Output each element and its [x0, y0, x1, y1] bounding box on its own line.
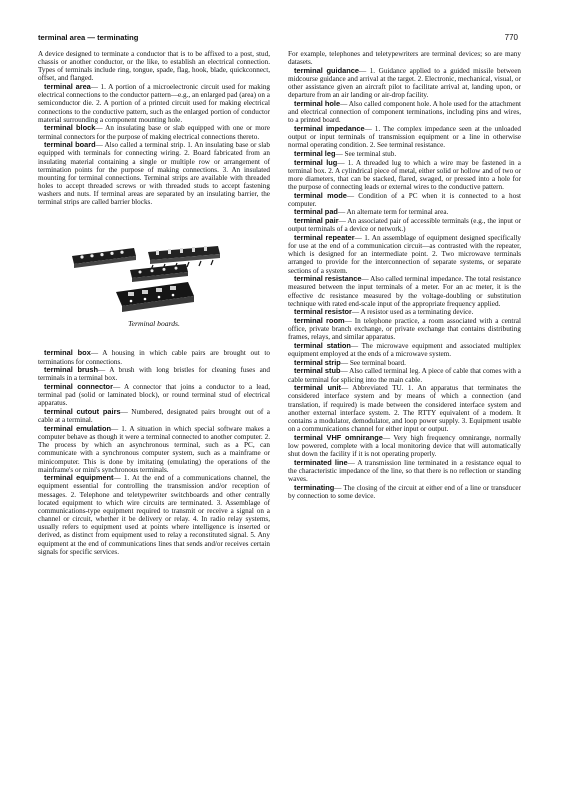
left-column: [38, 50, 270, 556]
entry-term: terminal connector: [44, 382, 113, 392]
entry-term: terminal equipment: [44, 473, 114, 483]
entry-term: terminal station: [294, 340, 351, 350]
entry-term: terminal cutout pairs: [44, 407, 121, 417]
dictionary-entry: [38, 124, 270, 140]
entry-definition: — In telephone practice, a room associated with a central office, private branch exchange, or private exchange that contains distributing frames, relays, and similar apparatus.: [288, 317, 521, 342]
entry-term: terminal stub: [294, 366, 341, 376]
entry-term: terminal unit: [294, 383, 342, 393]
entry-term: terminal leg: [294, 148, 336, 158]
terminal-boards-figure: [38, 212, 270, 345]
entry-definition: — 1. A portion of a microelectronic circuit used for making electrical connections to the conductor pattern—e.g., an enlarged pad (area) on a semiconductor die. 2. A portion of a printed circuit used for making electrical connections to the conductive pattern, such as the enlarged portion of conductor material surrounding a component mounting hole.: [38, 83, 271, 124]
entry-term: terminal lug: [294, 157, 338, 167]
entry-term: terminal block: [44, 123, 96, 133]
dictionary-entry: [38, 83, 270, 124]
entry-definition: — Also called component hole. A hole used for the attachment and electrical connection of component terminations, including pins and wires, to a printed board.: [288, 99, 521, 125]
dictionary-entry: [288, 159, 521, 192]
dictionary-entry: [38, 141, 270, 206]
page-header: [38, 33, 518, 42]
dictionary-entry: [288, 100, 521, 124]
entry-term: terminal area: [44, 82, 91, 92]
entry-term: terminal pair: [294, 216, 339, 226]
entry-term: terminal resistor: [294, 307, 352, 317]
dictionary-entry: [288, 275, 521, 308]
entry-term: terminal room: [294, 316, 345, 325]
entry-definition: — An insulating base or slab equipped with one or more terminal connectors for the purpose of making electrical connections thereto.: [38, 124, 270, 141]
entry-term: terminal resistance: [294, 274, 362, 284]
entry-definition: — A housing in which cable pairs are brought out to terminations for connections.: [38, 349, 270, 366]
terminal-strip-image-4: [116, 282, 194, 312]
entry-definition: — Abbreviated TU. 1. An apparatus that terminates the considered interface system and by means of which a connection (and translation, if required) is made between the considered interface system and another external interface system. 2. The RTTY equivalent of a modem. It contains a modulator, demodulator, and loop power supply. 3. Equipment usable on a communications channel for either input or output.: [288, 384, 521, 434]
entry-definition: — The microwave equipment and associated multiplex equipment employed at the ends of a microwave system.: [288, 341, 521, 359]
dictionary-entry: [38, 474, 270, 556]
terminal-strip-image-3: [130, 264, 188, 282]
entry-definition: — See terminal board.: [340, 358, 406, 367]
dictionary-entry: [288, 234, 521, 275]
terminal-strip-image-1: [72, 248, 136, 268]
entry-term: terminating: [294, 482, 335, 492]
entry-definition: — The closing of the circuit at either end of a line or transducer by connection to some device.: [288, 483, 521, 500]
entry-definition: — An associated pair of accessible terminals (e.g., the input or output terminals of a device or network.): [288, 217, 521, 234]
entry-definition: — 1. A threaded lug to which a wire may be fastened in a terminal box. 2. A cylindrical piece of metal, either solid or hollow and of two or more diameters, that can be stacked, flared, swaged, or pressed into a hole for the purpose of connecting leads or external wires to the conductive pattern.: [288, 158, 522, 191]
entry-definition: — A connector that joins a conductor to a lead, terminal pad (solid or laminated block), or round terminal stud of electrical apparatus.: [38, 383, 271, 408]
entry-definition: — A brush with long bristles for cleaning fuses and terminals in a terminal box.: [38, 366, 270, 383]
entry-term: terminated line: [294, 457, 348, 467]
entry-definition: — Numbered, designated pairs brought out of a cable at a terminal.: [38, 408, 270, 425]
dictionary-entry: [288, 217, 521, 233]
entry-term: terminal pad: [294, 207, 338, 217]
entry-term: terminal strip: [294, 357, 341, 367]
entry-definition: — 1. An assemblage of equipment designed specifically for use at the end of a communication circuit—as contrasted with the repeater, which is designed for an intermediate point. 2. Two microwave terminals arranged to provide for the interconnection of separate systems, or separate sections of a system.: [288, 233, 521, 275]
entry-definition: — See terminal stub.: [335, 149, 397, 158]
dictionary-entry: [288, 459, 521, 483]
right-column: [288, 50, 521, 500]
dictionary-entry: [38, 366, 270, 382]
entry-definition: — 1. At the end of a communications channel, the equipment essential for controlling the transmission and/or reception of messages. 2. Telephone and teletypewriter switchboards and other centrally located equipment to which wire circuits are terminated. 3. Assemblage of communications-type equipment required to transmit or receive a signal on a channel or circuit, whether it be delivery or relay. 4. In radio relay systems, usually refers to equipment used at points where intelligence is inserted or derived, as distinct from equipment used to relay a reconstituted signal. 5. Any equipment at the end of communications lines that sends and/or receives certain signals for specific services.: [38, 474, 271, 556]
running-head: terminal area — terminating: [38, 33, 139, 42]
dictionary-entry: [38, 383, 270, 407]
entry-term: terminal VHF omnirange: [294, 432, 383, 442]
entry-definition: — A transmission line terminated in a resistance equal to the characteristic impedance of the line, so that there is no reflection or standing waves.: [288, 458, 521, 483]
dictionary-entry: [38, 425, 270, 474]
dictionary-entry: [288, 367, 521, 383]
dictionary-entry: [288, 50, 521, 66]
entry-term: terminal board: [44, 140, 96, 150]
dictionary-entry: [38, 349, 270, 365]
entry-term: terminal impedance: [294, 123, 365, 133]
entry-definition: — An alternate term for terminal area.: [337, 208, 449, 217]
dictionary-entry: [288, 317, 521, 341]
dictionary-entry: [288, 484, 521, 500]
entry-definition: — 1. A situation in which special software makes a computer behave as though it were a terminal connected to another computer. 2. The process by which an asynchronous terminal, such as a PC, can communicate with a synchronous computer system, such as a mainframe or minicomputer. This is done by imitating (emulating) the operations of the mainframe's or mini's synchronous terminals.: [38, 424, 270, 474]
entry-definition: For example, telephones and teletypewriters are terminal devices; so are many datasets.: [288, 50, 521, 67]
dictionary-entry: [288, 434, 521, 458]
dictionary-entry: [288, 67, 521, 100]
entry-term: terminal box: [44, 348, 91, 358]
dictionary-entry: [38, 50, 270, 83]
page-number: 770: [504, 33, 518, 42]
left-entries-bottom: [38, 349, 270, 555]
entry-definition: — Also called terminal leg. A piece of cable that comes with a cable terminal for splicing into the main cable.: [288, 367, 521, 384]
dictionary-entry: [288, 342, 521, 358]
entry-definition: — 1. Guidance applied to a guided missile between midcourse guidance and arrival at the target. 2. Electronic, mechanical, visual, or other assistance given an aircraft pilot to facilitate arrival at, landing upon, or departure from an air landing or air-drop facility.: [288, 66, 521, 100]
entry-term: terminal emulation: [44, 423, 112, 433]
entry-definition: — Very high frequency omnirange, normally low powered, complete with a local monitoring device that will automatically shut down the facility if it is not operating properly.: [288, 433, 521, 458]
right-entries: [288, 50, 521, 500]
entry-term: terminal brush: [44, 365, 99, 375]
entry-definition: — 1. The complex impedance seen at the unloaded output or input terminals of transmission equipment or a line in otherwise normal operating condition. 2. See terminal resistance.: [288, 124, 521, 150]
entry-term: terminal repeater: [294, 232, 355, 242]
left-entries-top: [38, 50, 270, 206]
entry-definition: — A resistor used as a terminating device.: [351, 308, 474, 317]
entry-definition: A device designed to terminate a conductor that is to be affixed to a post, stud, chassis or another conductor, or the like, to establish an electrical connection. Types of terminals include ring, tongue, spade, flag, hook, blade, quickconnect, offset, and flanged.: [38, 50, 270, 83]
dictionary-entry: [288, 125, 521, 149]
entry-definition: — Also called a terminal strip. 1. An insulating base or slab equipped with terminals for connecting wiring. 2. Board fabricated from an insulating material containing a single or multiple row or arrangement of termination points for the purpose of making connections. 3. An insulated mounting for terminal connections. Terminal strips are available with threaded holes to accept threaded screws or with threaded studs to accept fastening washers and nuts. If terminal areas are separated by an insulating barrier, the terminal strips are called barrier blocks.: [38, 141, 270, 207]
entry-term: terminal mode: [294, 190, 347, 200]
dictionary-entry: [288, 192, 521, 208]
figure-caption: Terminal boards.: [128, 319, 180, 329]
entry-definition: — Also called terminal impedance. The total resistance measured between the input terminals of a meter. For an ac meter, it is the effective dc resistance measured by the voltage-doubling or substitution technique with rated end-scale input of the appropriate frequency applied.: [288, 275, 521, 308]
entry-term: terminal hole: [294, 98, 341, 108]
entry-term: terminal guidance: [294, 65, 359, 75]
entry-definition: — Condition of a PC when it is connected to a host computer.: [288, 191, 522, 208]
dictionary-entry: [38, 408, 270, 424]
dictionary-entry: [288, 384, 521, 433]
